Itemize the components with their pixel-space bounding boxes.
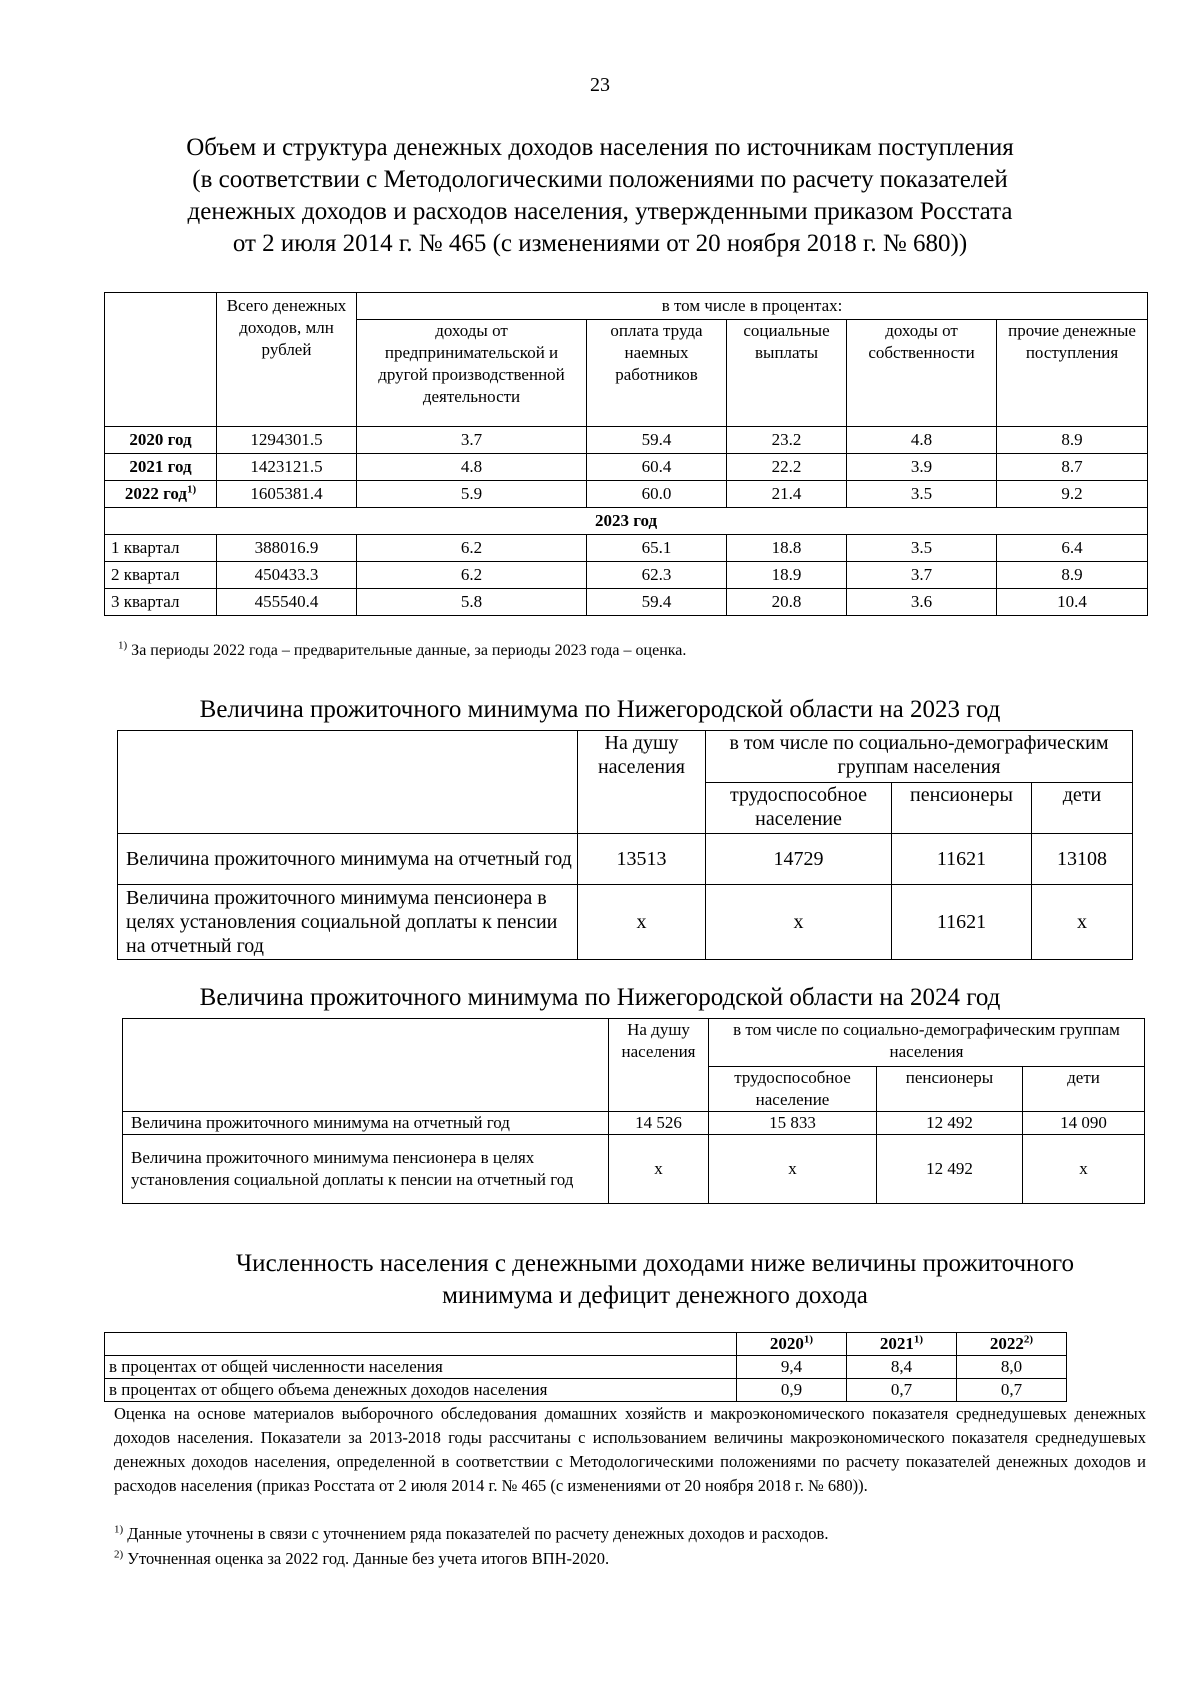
footnote-text: Уточненная оценка за 2022 год. Данные без учета итогов ВПН-2020. xyxy=(123,1549,610,1568)
cell: 9,4 xyxy=(737,1356,847,1379)
minimum-2023-table xyxy=(117,730,1133,960)
cell: 60.4 xyxy=(587,454,727,481)
cell: 388016.9 xyxy=(217,535,357,562)
title-line: минимума и дефицит денежного дохода xyxy=(442,1282,868,1309)
year-header xyxy=(847,1333,957,1356)
table-row xyxy=(123,1135,1145,1204)
cell: х xyxy=(578,885,706,960)
column-header: дети xyxy=(1032,783,1133,834)
title-line: денежных доходов и расходов населения, утвержденными приказом Росстата xyxy=(187,198,1013,225)
cell: 3.7 xyxy=(357,427,587,454)
row-label: в процентах от общей численности населения xyxy=(105,1356,737,1379)
cell: 14729 xyxy=(706,834,892,885)
column-header: социальные выплаты xyxy=(727,320,847,427)
income-footnote xyxy=(118,639,687,660)
column-header: На душу населения xyxy=(609,1019,709,1112)
cell: 8,0 xyxy=(957,1356,1067,1379)
footnote-1 xyxy=(114,1524,828,1544)
cell: 12 492 xyxy=(877,1135,1023,1204)
cell: 5.9 xyxy=(357,481,587,508)
cell: 22.2 xyxy=(727,454,847,481)
column-header: трудоспособное население xyxy=(706,783,892,834)
cell: 10.4 xyxy=(997,589,1148,616)
cell: 12 492 xyxy=(877,1112,1023,1135)
minimum-2024-table xyxy=(122,1018,1145,1204)
row-label: Величина прожиточного минимума на отчетный год xyxy=(118,834,578,885)
row-label: 1 квартал xyxy=(105,535,217,562)
table-header-row xyxy=(118,731,1133,783)
cell: 3.6 xyxy=(847,589,997,616)
row-label xyxy=(105,481,217,508)
cell: 3.5 xyxy=(847,535,997,562)
table-header-row xyxy=(123,1019,1145,1067)
row-label-text: 2022 год xyxy=(124,484,187,503)
cell: 59.4 xyxy=(587,589,727,616)
footnote-mark: 2) xyxy=(114,1548,124,1561)
table-row xyxy=(105,481,1148,508)
cell: 1423121.5 xyxy=(217,454,357,481)
table-row xyxy=(105,427,1148,454)
cell: 3.5 xyxy=(847,481,997,508)
row-label-text: 2020 год xyxy=(129,430,192,449)
table-row xyxy=(105,535,1148,562)
row-label: Величина прожиточного минимума пенсионера в целях установления социальной доплаты к пенсии на отчетный год xyxy=(123,1135,609,1204)
table-row xyxy=(105,1356,1067,1379)
cell: 15 833 xyxy=(709,1112,877,1135)
year-text: 2022 xyxy=(989,1334,1024,1353)
title-line: (в соответствии с Методологическими положениями по расчету показателей xyxy=(192,166,1008,193)
footnote-mark: 1) xyxy=(803,1333,814,1346)
cell: 62.3 xyxy=(587,562,727,589)
cell: 4.8 xyxy=(357,454,587,481)
minimum-2023-title: Величина прожиточного минимума по Нижегородской области на 2023 год xyxy=(199,696,1001,723)
title-line: от 2 июля 2014 г. № 465 (с изменениями от 20 ноября 2018 г. № 680)) xyxy=(232,230,968,257)
cell: 18.9 xyxy=(727,562,847,589)
cell: 18.8 xyxy=(727,535,847,562)
poverty-table xyxy=(104,1332,1067,1402)
column-header: трудоспособное население xyxy=(709,1067,877,1112)
row-label xyxy=(105,427,217,454)
income-structure-table xyxy=(104,292,1148,616)
year-text: 2021 xyxy=(879,1334,914,1353)
cell: 5.8 xyxy=(357,589,587,616)
table-row xyxy=(105,589,1148,616)
footnote-mark: 1) xyxy=(118,639,128,652)
row-label: 3 квартал xyxy=(105,589,217,616)
year-header xyxy=(737,1333,847,1356)
group-header: в том числе в процентах: xyxy=(357,293,1148,320)
column-header: оплата труда наемных работников xyxy=(587,320,727,427)
table-row xyxy=(118,834,1133,885)
column-header: пенсионеры xyxy=(877,1067,1023,1112)
table-header-row xyxy=(105,1333,1067,1356)
table-subheader-row xyxy=(105,508,1148,535)
cell: х xyxy=(706,885,892,960)
cell: 3.9 xyxy=(847,454,997,481)
year-header xyxy=(957,1333,1067,1356)
cell: 0,7 xyxy=(957,1379,1067,1402)
row-label-text: 2021 год xyxy=(129,457,192,476)
footnote-text: За периоды 2022 года – предварительные данные, за периоды 2023 года – оценка. xyxy=(127,642,687,659)
cell: 6.2 xyxy=(357,562,587,589)
cell: х xyxy=(1023,1135,1145,1204)
corner-cell xyxy=(105,1333,737,1356)
title-line: Объем и структура денежных доходов населения по источникам поступления xyxy=(186,134,1014,161)
footnote-mark: 1) xyxy=(114,1523,124,1536)
column-header: пенсионеры xyxy=(892,783,1032,834)
table-row xyxy=(105,1379,1067,1402)
subheader-2023: 2023 год xyxy=(105,508,1148,535)
column-header: прочие денежные поступления xyxy=(997,320,1148,427)
footnote-text: Данные уточнены в связи с уточнением ряда показателей по расчету денежных доходов и расходов. xyxy=(123,1524,829,1543)
row-label: 2 квартал xyxy=(105,562,217,589)
cell: 60.0 xyxy=(587,481,727,508)
cell: 20.8 xyxy=(727,589,847,616)
cell: 8.9 xyxy=(997,562,1148,589)
row-label xyxy=(105,454,217,481)
cell: 11621 xyxy=(892,834,1032,885)
cell: 59.4 xyxy=(587,427,727,454)
cell: 0,9 xyxy=(737,1379,847,1402)
poverty-note: Оценка на основе материалов выборочного обследования домашних хозяйств и макроэкономического показателя среднедушевых денежных доходов населения. Показатели за 2013-2018 годы рассчитаны с использованием величины макроэкономического показателя среднедушевых денежных доходов населения, определенной в соответствии с Методологическими положениями по расчету показателей денежных доходов и расходов населения (приказ Росстата от 2 июля 2014 г. № 465 (с изменениями от 20 ноября 2018 г. № 680)). xyxy=(114,1404,1146,1495)
table-row xyxy=(105,562,1148,589)
table-row xyxy=(105,454,1148,481)
footnote-2 xyxy=(114,1549,609,1569)
page-number: 23 xyxy=(590,74,610,96)
cell: 14 090 xyxy=(1023,1112,1145,1135)
cell: 6.4 xyxy=(997,535,1148,562)
table-row xyxy=(123,1112,1145,1135)
group-header: в том числе по социально-демографическим группам населения xyxy=(706,731,1133,783)
corner-cell xyxy=(123,1019,609,1112)
group-header: в том числе по социально-демографическим группам населения xyxy=(709,1019,1145,1067)
row-label: в процентах от общего объема денежных доходов населения xyxy=(105,1379,737,1402)
cell: 450433.3 xyxy=(217,562,357,589)
footnote-mark: 2) xyxy=(1023,1333,1034,1346)
column-header: дети xyxy=(1023,1067,1145,1112)
row-label: Величина прожиточного минимума пенсионера в целях установления социальной доплаты к пенсии на отчетный год xyxy=(118,885,578,960)
title-line: Численность населения с денежными доходами ниже величины прожиточного xyxy=(235,1250,1075,1277)
cell: 455540.4 xyxy=(217,589,357,616)
cell: 1294301.5 xyxy=(217,427,357,454)
corner-cell xyxy=(105,293,217,427)
cell: 0,7 xyxy=(847,1379,957,1402)
column-header: доходы от собственности xyxy=(847,320,997,427)
cell: 1605381.4 xyxy=(217,481,357,508)
cell: 8.7 xyxy=(997,454,1148,481)
cell: х xyxy=(609,1135,709,1204)
cell: 4.8 xyxy=(847,427,997,454)
table-header-row xyxy=(105,293,1148,320)
cell: 11621 xyxy=(892,885,1032,960)
column-header: Всего денежных доходов, млн рублей xyxy=(217,293,357,427)
table-row xyxy=(118,885,1133,960)
column-header: доходы от предпринимательской и другой производственной деятельности xyxy=(357,320,587,427)
cell: 8,4 xyxy=(847,1356,957,1379)
cell: 21.4 xyxy=(727,481,847,508)
cell: 3.7 xyxy=(847,562,997,589)
minimum-2024-title: Величина прожиточного минимума по Нижегородской области на 2024 год xyxy=(199,984,1001,1011)
cell: х xyxy=(709,1135,877,1204)
cell: 6.2 xyxy=(357,535,587,562)
corner-cell xyxy=(118,731,578,834)
cell: 9.2 xyxy=(997,481,1148,508)
cell: 14 526 xyxy=(609,1112,709,1135)
cell: 13513 xyxy=(578,834,706,885)
year-text: 2020 xyxy=(769,1334,804,1353)
column-header: На душу населения xyxy=(578,731,706,834)
footnote-mark: 1) xyxy=(913,1333,924,1346)
poverty-title xyxy=(110,1248,1200,1312)
cell: х xyxy=(1032,885,1133,960)
cell: 65.1 xyxy=(587,535,727,562)
footnote-mark: 1) xyxy=(186,483,197,496)
cell: 13108 xyxy=(1032,834,1133,885)
row-label: Величина прожиточного минимума на отчетный год xyxy=(123,1112,609,1135)
cell: 23.2 xyxy=(727,427,847,454)
income-structure-title xyxy=(0,132,1200,260)
cell: 8.9 xyxy=(997,427,1148,454)
